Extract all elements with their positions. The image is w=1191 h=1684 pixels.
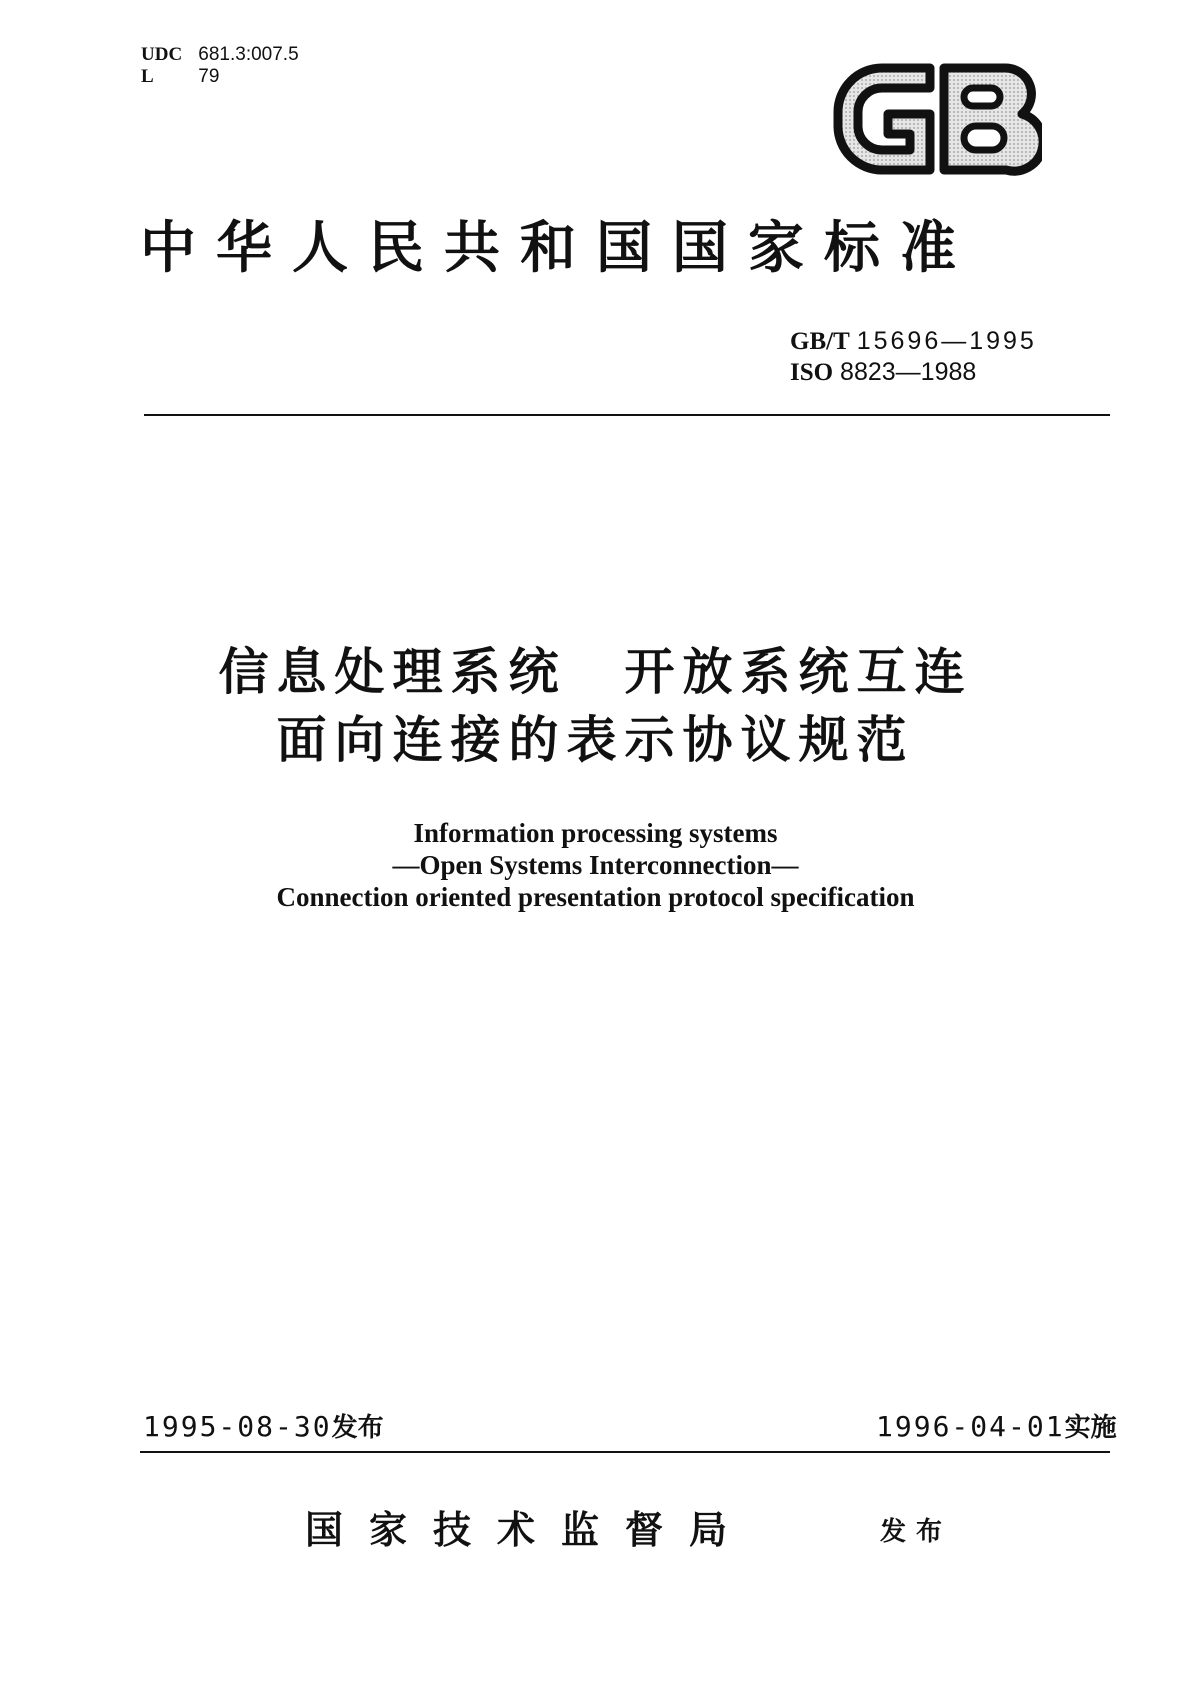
issue-date-value: 1995-08-30 [143, 1410, 332, 1443]
issue-date-suffix: 发布 [331, 1413, 384, 1443]
gb-logo-icon [832, 62, 1042, 176]
effective-date-value: 1996-04-01 [876, 1410, 1065, 1443]
l-label: L [141, 66, 154, 87]
l-value: 79 [198, 66, 220, 87]
title-en-line1: Information processing systems [413, 818, 778, 848]
page-heading: 中华人民共和国国家标准 [140, 215, 976, 281]
top-divider [144, 414, 1110, 416]
iso-number-line [790, 357, 1037, 388]
title-cn-line2: 面向连接的表示协议规范 [276, 711, 915, 769]
gb-label: GB/T [790, 328, 850, 355]
gb-logo [832, 62, 1042, 176]
udc-line [141, 44, 299, 66]
issue-date [143, 1410, 384, 1445]
iso-number: 8823—1988 [840, 358, 977, 386]
title-en-line2: —Open Systems Interconnection— [392, 850, 799, 880]
udc-label: UDC [141, 44, 183, 65]
classification-block [141, 44, 299, 88]
iso-label: ISO [790, 359, 834, 386]
effective-date-suffix: 实施 [1064, 1413, 1117, 1443]
udc-value: 681.3:007.5 [198, 44, 299, 65]
title-en-line3: Connection oriented presentation protocol specification [276, 882, 915, 912]
issuer-suffix: 发布 [880, 1517, 953, 1547]
gb-number: 15696—1995 [856, 327, 1037, 355]
effective-date [876, 1410, 1117, 1445]
standard-number-block [790, 326, 1037, 388]
l-line [141, 66, 299, 88]
gb-number-line [790, 326, 1037, 357]
title-cn-line1: 信息处理系统 开放系统互连 [218, 643, 973, 701]
bottom-divider [140, 1451, 1110, 1453]
issuer-name: 国家技术监督局 [305, 1507, 754, 1552]
